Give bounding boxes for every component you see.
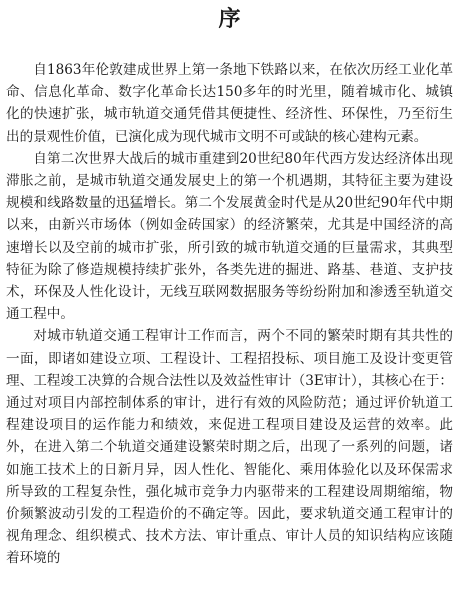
paragraph-3: 对城市轨道交通工程审计工作而言，两个不同的繁荣时期有其共性的一面，即诸如建设立项、工程设计、工程招投标、项目施工及设计变更管理、工程竣工决算的合规合法性以及效益性审计（3E审计），其核心在于：通过对项目内部控制体系的审计，进行有效的风险防范；通过评价轨道工程建设项目的运作能力和绩效，来促进工程项目建设及运营的效率。此外，在进入第二个轨道交通建设繁荣时期之后，出现了一系列的问题，诸如施工技术上的日新月异，因人性化、智能化、乘用体验化以及环保需求所导致的工程复杂性，强化城市竞争力内驱带来的工程建设周期缩缩，物价频繁波动引发的工程造价的不确定等。因此，要求轨道交通工程审计的视角理念、组织模式、技术方法、审计重点、审计人员的知识结构应该随着环境的 bbox=[6, 328, 453, 567]
paragraph-1: 自1863年伦敦建成世界上第一条地下铁路以来，在依次历经工业化革命、信息化革命、数字化革命长达150多年的时光里，随着城市化、城镇化的快速扩张，城市轨道交通凭借其便捷性、经济性、环保性，乃至衍生出的景观性价值，已演化成为现代城市文明不可或缺的核心建构元素。 bbox=[6, 62, 453, 145]
paragraph-2: 自第二次世界大战后的城市重建到20世纪80年代西方发达经济体出现滞胀之前，是城市轨道交通发展史上的第一个机遇期，其特征主要为建设规模和线路数量的迅猛增长。第二个发展黄金时代是从20世纪90年代中期以来，由新兴市场体（例如金砖国家）的经济繁荣，尤其是中国经济的高速增长以及空前的城市扩张，所引致的城市轨道交通的巨量需求，其典型特征为除了修造规模持续扩张外，各类先进的掘进、路基、巷道、支护技术，环保及人性化设计，无线互联网数据服务等纷纷附加和渗透至轨道交通工程中。 bbox=[6, 150, 453, 323]
page-title: 序 bbox=[218, 6, 241, 32]
body-text bbox=[6, 59, 453, 570]
